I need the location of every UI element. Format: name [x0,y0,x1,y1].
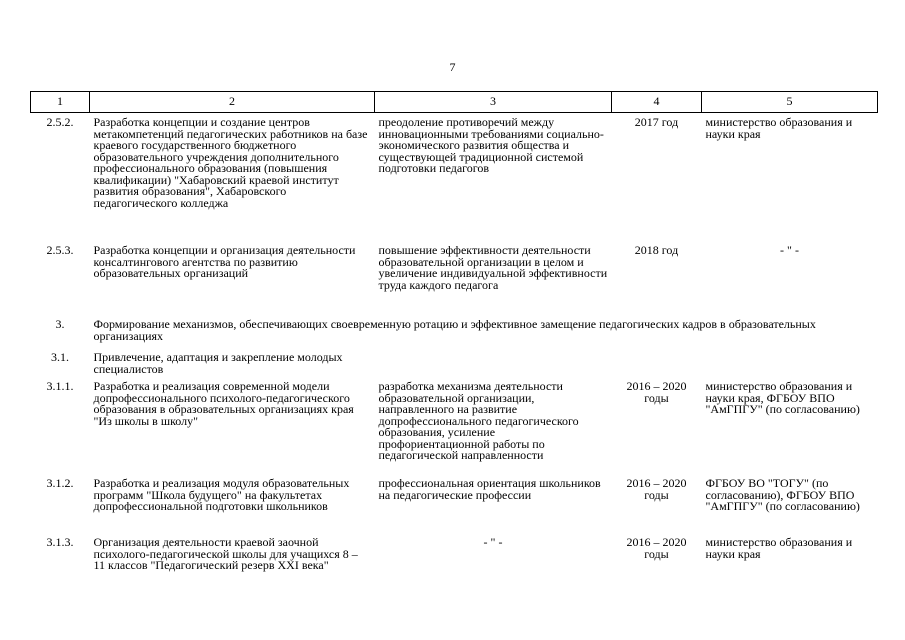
result-cell: профессиональная ориентация школьников на педагогические профессии [378,476,601,502]
measure-cell: Организация деятельности краевой заочной психолого-педагогической школы для учащихся 8 – 11 классов "Педагогический резерв XXI века" [93,535,358,572]
row-number: 2.5.3. [46,243,74,257]
table-row [31,113,878,246]
table-row [31,478,878,537]
executor-cell: ФГБОУ ВО "ТОГУ" (по согласованию), ФГБОУ ВПО "АмГПГУ" (по согласованию) [705,476,860,513]
measure-cell: Разработка концепции и организация деятельности консалтингового агентства по развитию образовательных организаций [93,243,356,280]
result-cell: преодоление противоречий между инновационными требованиями социально-экономического развития общества и существующей традиционной системой подготовки педагогов [378,115,604,175]
measures-table [30,91,878,589]
row-number: 3.1.3. [46,535,74,549]
measure-cell: Разработка и реализация модуля образовательных программ "Школа будущего" на факультетах допрофессиональной подготовки школьников [93,476,350,513]
row-number: 3.1.1. [46,379,74,393]
table-row [31,245,878,319]
term-cell: 2017 год [634,115,679,129]
column-header-3: 3 [375,92,612,113]
executor-cell [702,352,878,381]
row-number: 2.5.2. [46,115,74,129]
term-cell: 2016 – 2020 годы [626,535,687,561]
result-cell: повышение эффективности деятельности образовательной организации в целом и увеличение индивидуальной эффективности труда каждого педагога [378,243,608,292]
column-header-1: 1 [31,92,90,113]
column-header-5: 5 [702,92,878,113]
column-header-4: 4 [612,92,702,113]
row-number: 3.1. [51,350,69,364]
column-header-2: 2 [90,92,375,113]
executor-cell: министерство образования и науки края, ФГБОУ ВПО "АмГПГУ" (по согласованию) [705,379,860,416]
section-number: 3. [55,317,65,331]
measure-cell: Разработка и реализация современной модели допрофессионального психолого-педагогического образования в образовательных организациях края "Из школы в школу" [93,379,354,428]
table-row [31,352,878,381]
result-cell [375,352,612,381]
row-number: 3.1.2. [46,476,74,490]
measure-cell: Привлечение, адаптация и закрепление молодых специалистов [93,350,343,376]
section-row [31,319,878,352]
measure-cell: Разработка концепции и создание центров метакомпетенций педагогических работников на базе краевого государственного бюджетного образовательного учреждения дополнительного профессионального образования (повышения квалификации) "Хабаровский краевой институт развития образования", Хабаровского педагогического колледжа [93,115,368,210]
section-title: Формирование механизмов, обеспечивающих своевременную ротацию и эффективное замещение педагогических кадров в образовательных организациях [93,317,816,343]
executor-cell: министерство образования и науки края [705,535,853,561]
executor-cell: министерство образования и науки края [705,115,853,141]
result-cell: разработка механизма деятельности образовательной организации, направленного на развитие допрофессионального педагогического образования, усиление профориентационной работы по педагогической направленности [378,379,579,462]
table-row [31,381,878,478]
executor-cell: - " - [780,243,799,257]
header-row [31,92,878,113]
term-cell: 2016 – 2020 годы [626,379,687,405]
term-cell [612,352,702,381]
table-row [31,537,878,589]
result-cell: - " - [483,535,503,549]
term-cell: 2018 год [634,243,679,257]
term-cell: 2016 – 2020 годы [626,476,687,502]
page-number: 7 [449,60,456,74]
